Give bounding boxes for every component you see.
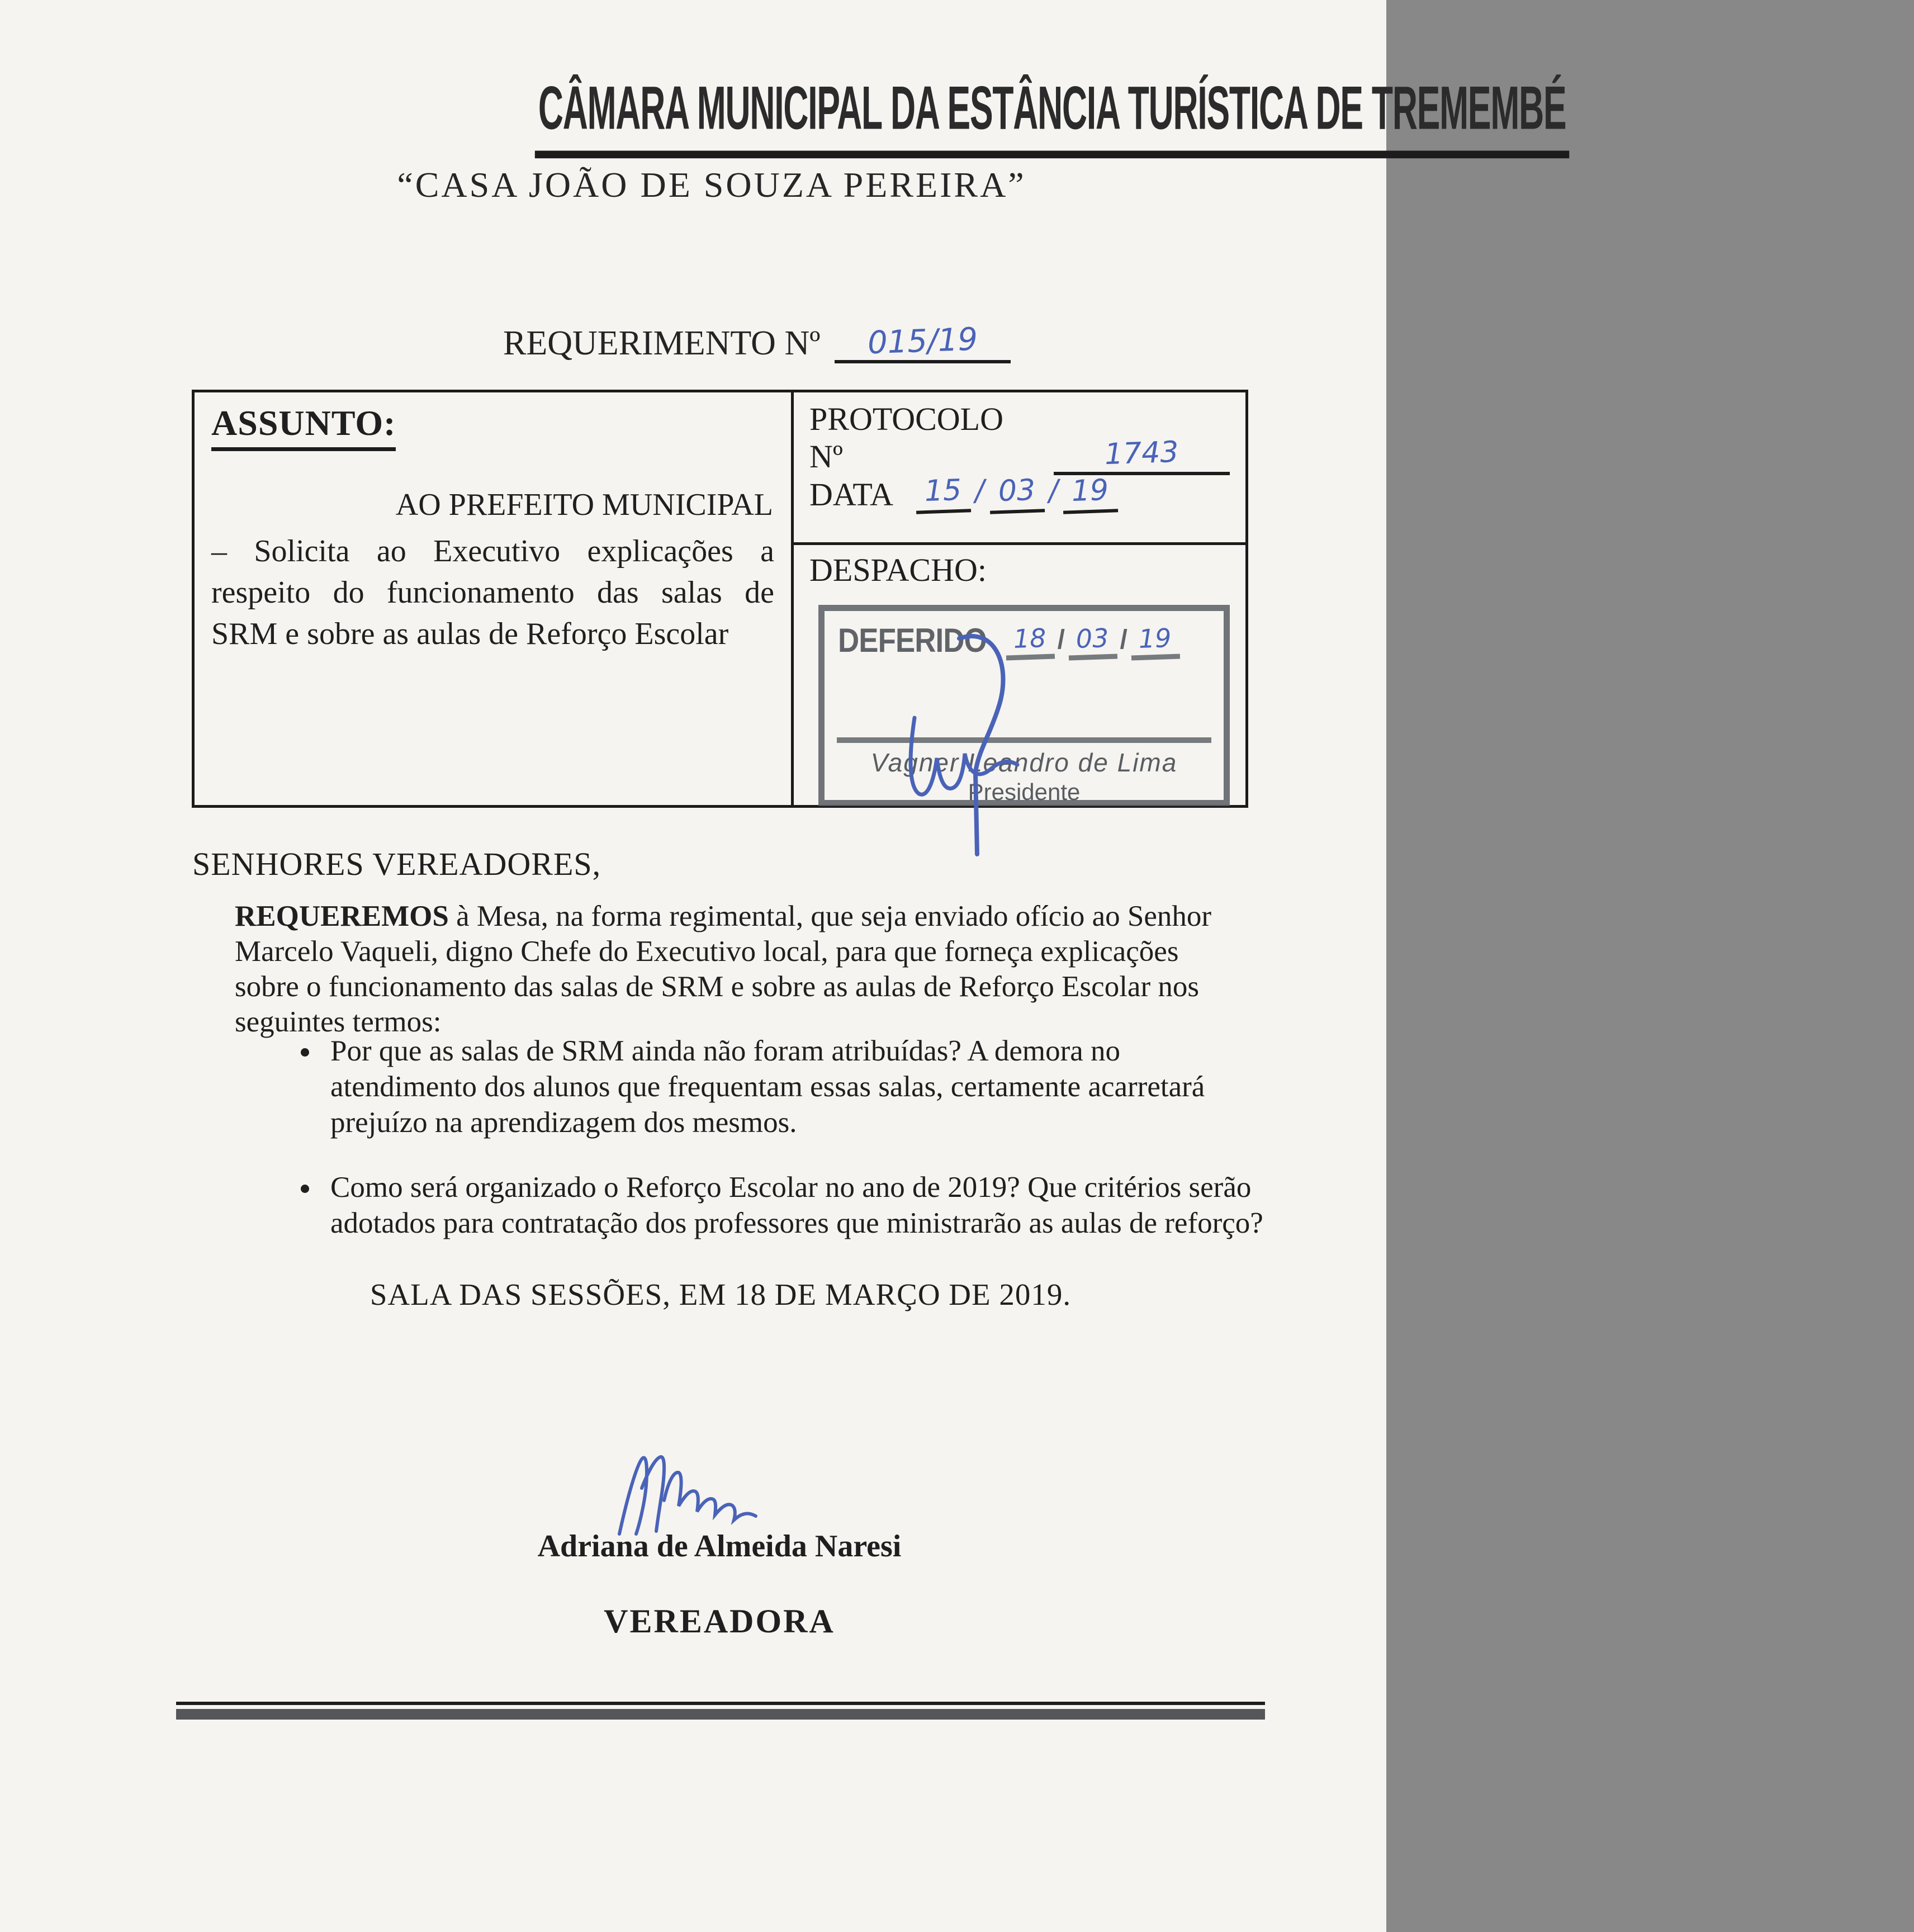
councilwoman-name: Adriana de Almeida Naresi [537,1529,902,1564]
request-title-label: REQUERIMENTO Nº [503,324,821,362]
councilwoman-signature-ink [576,1449,799,1538]
stamp-status-label: DEFERIDO [838,622,987,659]
assunto-label: ASSUNTO: [211,402,396,451]
building-title: “CASA JOÃO DE SOUZA PEREIRA” [397,165,1026,205]
protocolo-row [809,400,1230,475]
stamp-separator: / [1057,625,1065,655]
data-year-handwritten: 19 [1062,473,1119,514]
cell-divider-line [794,542,1245,545]
addressee-line: AO PREFEITO MUNICIPAL [395,487,773,522]
councilwoman-role: VEREADORA [604,1603,835,1640]
data-slash: / [1048,473,1059,508]
protocol-cell [794,392,1245,805]
bullet-item: • Como será organizado o Reforço Escolar no ano de 2019? Que critérios serão adotados para contratação dos professores que ministrarão as aulas de reforço? [321,1169,1272,1241]
stamp-day-handwritten: 18 [1005,623,1055,661]
request-number-handwritten: 015/19 [867,321,979,362]
assunto-cell [195,392,794,805]
data-day-handwritten: 15 [915,473,972,514]
request-paragraph [235,899,1227,1040]
data-row [809,474,1118,513]
data-value-handwritten [916,474,1118,513]
stamp-date [1006,623,1179,660]
request-number-line [835,323,1011,363]
stamp-month-handwritten: 03 [1068,623,1117,661]
stamp-signer-role: Presidente [968,779,1081,805]
request-title-line [503,323,1011,363]
request-keyword: REQUEREMOS [235,900,449,932]
stamp-signer-name: Vagner Leandro de Lima [870,748,1178,777]
data-month-handwritten: 03 [989,473,1045,514]
stamp-status-row [838,621,1215,660]
assunto-summary: – Solicita ao Executivo explicações a respeito do funcionamento das salas de SRM e sobre as aulas de Reforço Escolar [211,534,774,651]
data-slash: / [974,473,986,508]
salutation: SENHORES VEREADORES, [192,846,601,882]
footer-rule [176,1702,1265,1720]
stamp-signature-line [837,737,1211,743]
info-table [192,390,1248,808]
session-date-line: SALA DAS SESSÕES, EM 18 DE MARÇO DE 2019. [369,1277,1072,1311]
stamp-separator: / [1120,625,1127,655]
data-label: DATA [809,476,894,513]
approval-stamp [818,605,1230,806]
protocolo-number-line [1054,436,1230,475]
protocolo-number-handwritten: 1743 [1104,435,1179,472]
bullet-list [279,1033,1272,1270]
org-title: CÂMARA MUNICIPAL DA ESTÂNCIA TURÍSTICA DE TREMEMBÉ [535,74,1570,158]
bullet-item: • Por que as salas de SRM ainda não foram atribuídas? A demora no atendimento dos alunos que frequentam essas salas, certamente acarretará prejuízo na aprendizagem dos mesmos. [321,1033,1272,1140]
request-paragraph-text: à Mesa, na forma regimental, que seja enviado ofício ao Senhor Marcelo Vaqueli, digno Chefe do Executivo local, para que forneça explicações sobre o funcionamento das salas de SRM e sobre as aulas de Reforço Escolar nos seguintes termos: [235,900,1212,1038]
footer-rule-thick-line [176,1709,1265,1720]
stamp-year-handwritten: 19 [1130,623,1180,661]
protocolo-label: PROTOCOLO Nº [809,401,1003,475]
header [190,74,1566,154]
despacho-label: DESPACHO: [809,552,987,588]
